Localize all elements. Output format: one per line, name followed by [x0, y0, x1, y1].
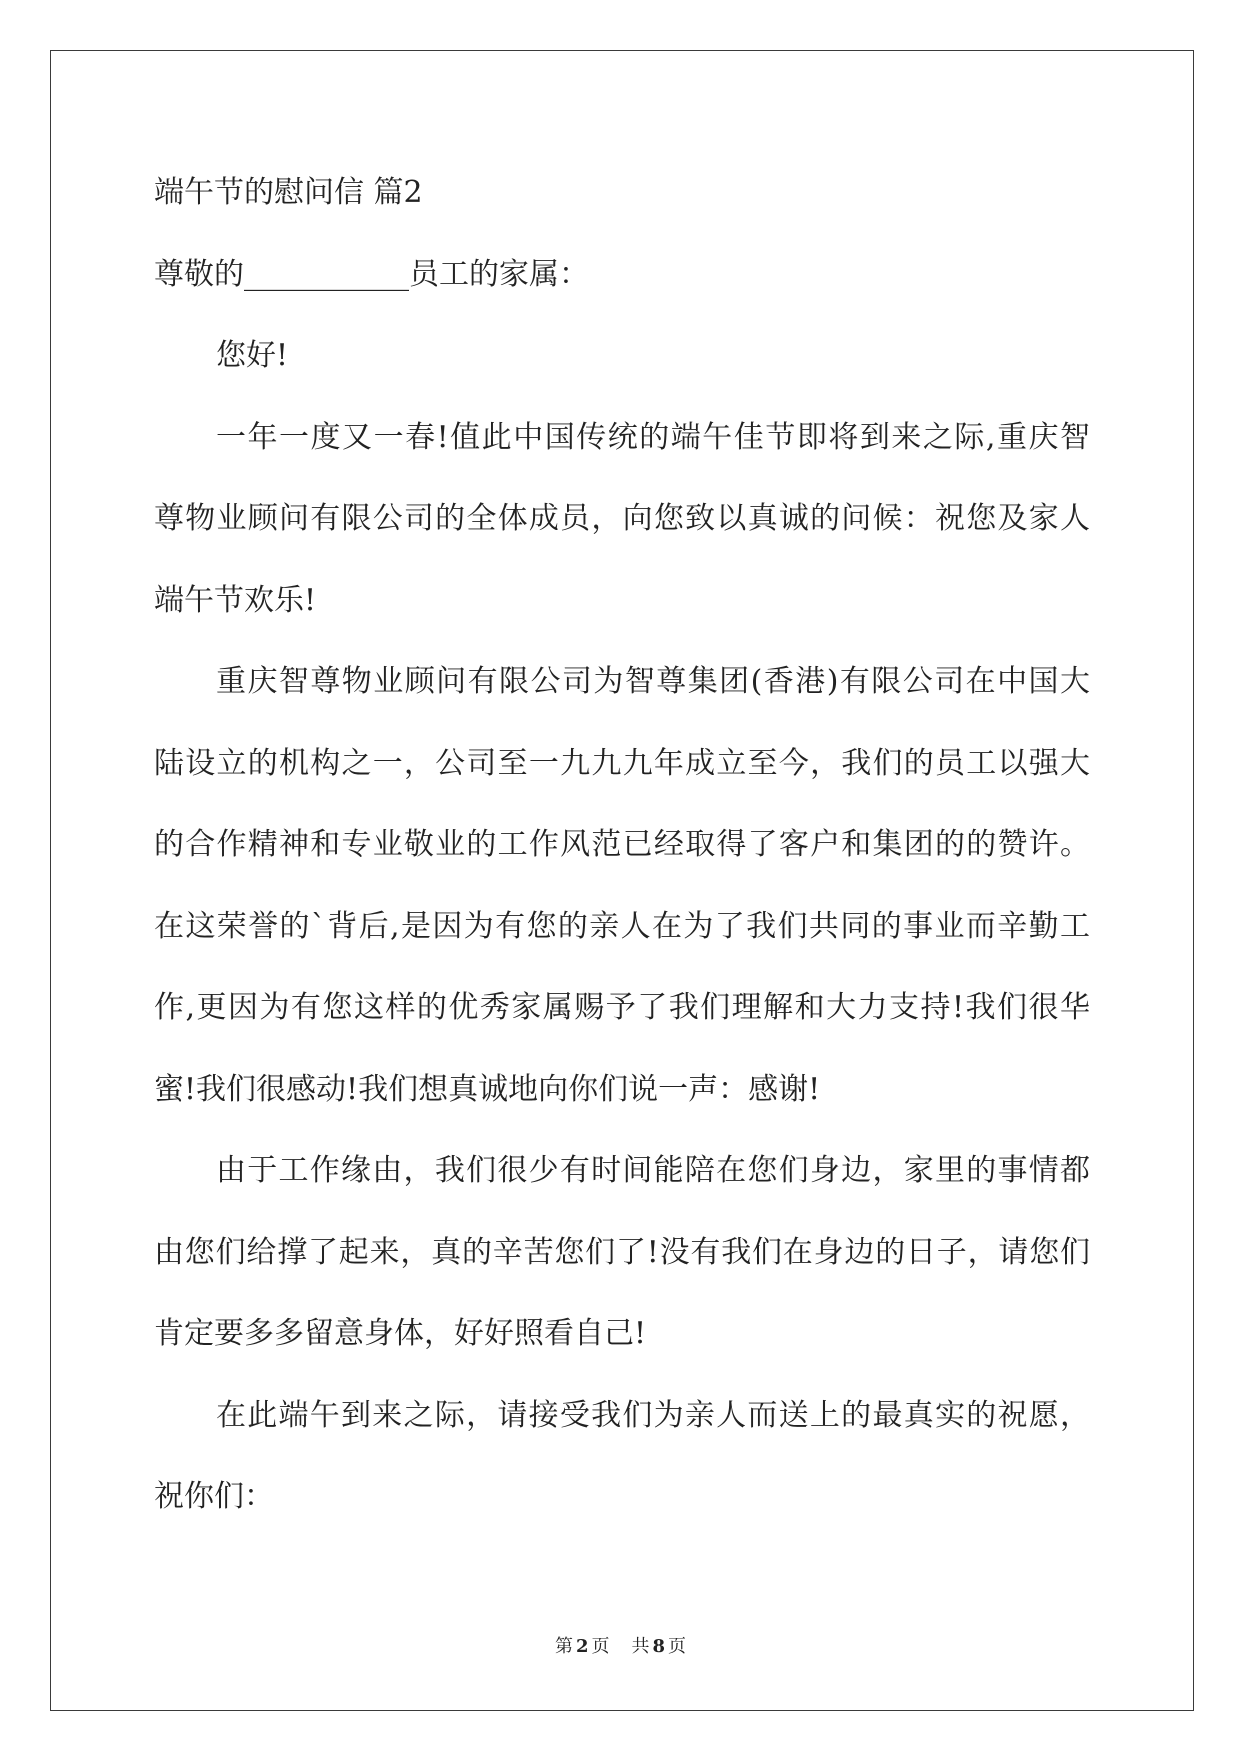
total-pages: 8: [652, 1636, 666, 1657]
page-number: 2: [575, 1636, 589, 1657]
letter-title: 端午节的慰问信 篇2: [154, 175, 423, 210]
salutation: 尊敬的___________员工的家属：: [154, 256, 589, 292]
paragraph-line: 尊物业顾问有限公司的全体成员，向您致以真诚的问候：祝您及家人: [154, 501, 1090, 536]
paragraph-line: 由于工作缘由，我们很少有时间能陪在您们身边，家里的事情都: [216, 1153, 1090, 1188]
paragraph-4: [154, 1375, 1090, 1538]
paragraph-2: [154, 641, 1090, 1130]
paragraph-line: 肯定要多多留意身体，好好照看自己!: [154, 1316, 647, 1351]
paragraph-1: [154, 397, 1090, 642]
page-prefix: 第: [554, 1636, 573, 1657]
paragraph-line: 在此端午到来之际，请接受我们为亲人而送上的最真实的祝愿，: [216, 1397, 1090, 1433]
paragraph-line: 祝你们：: [154, 1479, 274, 1514]
letter-body: [154, 152, 1090, 1538]
total-prefix: 共: [631, 1636, 650, 1657]
paragraph-line: 在这荣誉的`背后,是因为有您的亲人在为了我们共同的事业而辛勤工: [154, 908, 1090, 944]
page-suffix: 页: [591, 1636, 610, 1657]
paragraph-line: 端午节欢乐!: [154, 582, 317, 618]
paragraph-3: [154, 1130, 1090, 1375]
paragraph-line: 的合作精神和专业敬业的工作风范已经取得了客户和集团的的赞许。: [154, 827, 1090, 862]
total-suffix: 页: [668, 1636, 687, 1657]
paragraph-line: 作,更因为有您这样的优秀家属赐予了我们理解和大力支持!我们很华: [154, 990, 1090, 1025]
paragraph-line: 陆设立的机构之一，公司至一九九九年成立至今，我们的员工以强大: [154, 745, 1090, 781]
paragraph-line: 蜜!我们很感动!我们想真诚地向你们说一声：感谢!: [154, 1071, 821, 1107]
paragraph-line: 重庆智尊物业顾问有限公司为智尊集团(香港)有限公司在中国大: [216, 664, 1090, 699]
page-footer: [0, 1634, 1241, 1660]
paragraph-line: 由您们给撑了起来，真的辛苦您们了!没有我们在身边的日子，请您们: [154, 1234, 1090, 1270]
paragraph-line: 一年一度又一春!值此中国传统的端午佳节即将到来之际,重庆智: [216, 419, 1090, 455]
greeting: 您好!: [216, 338, 289, 373]
